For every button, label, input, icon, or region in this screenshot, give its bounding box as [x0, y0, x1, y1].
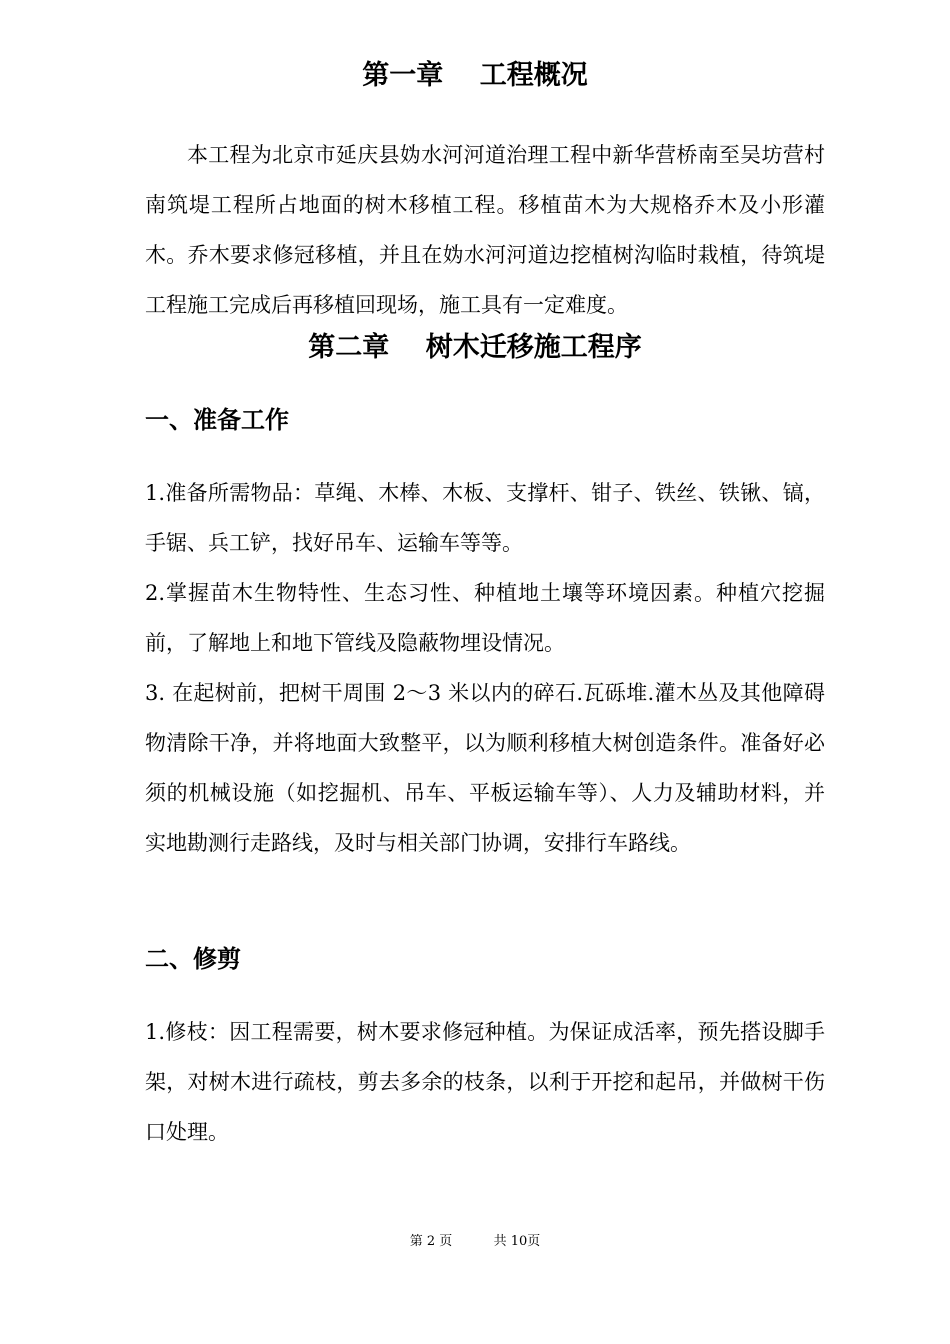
preparation-item-1: 1.准备所需物品：草绳、木棒、木板、支撑杆、钳子、铁丝、铁锹、镐，手锯、兵工铲，找好吊车、运输车等等。 — [145, 481, 825, 555]
footer-spacer — [452, 1234, 493, 1249]
section-heading-pruning: 二、修剪 — [145, 945, 241, 973]
page-number: 第 2 页 — [409, 1234, 453, 1249]
pruning-item-1: 1.修枝：因工程需要，树木要求修冠种植。为保证成活率，预先搭设脚手架，对树木进行疏枝，剪去多余的枝条，以利于开挖和起吊，并做树干伤口处理。 — [145, 1020, 825, 1144]
page-footer — [0, 1232, 950, 1252]
chapter-1-paragraph: 本工程为北京市延庆县妫水河河道治理工程中新华营桥南至吴坊营村南筑堤工程所占地面的树木移植工程。移植苗木为大规格乔木及小形灌木。乔木要求修冠移植，并且在妫水河河道边挖植树沟临时栽植，待筑堤工程施工完成后再移植回现场，施工具有一定难度。 — [145, 143, 825, 317]
chapter-1-title: 第一章 工程概况 — [362, 60, 588, 91]
preparation-item-2: 2.掌握苗木生物特性、生态习性、种植地土壤等环境因素。种植穴挖掘前，了解地上和地下管线及隐蔽物埋设情况。 — [145, 581, 825, 655]
total-pages: 共 10页 — [493, 1234, 541, 1249]
preparation-item-3: 3. 在起树前，把树干周围 2～3 米以内的碎石.瓦砾堆.灌木丛及其他障碍物清除干净，并将地面大致整平，以为顺利移植大树创造条件。准备好必须的机械设施（如挖掘机、吊车、平板运输车等）、人力及辅助材料，并实地勘测行走路线，及时与相关部门协调，安排行车路线。 — [145, 681, 825, 855]
section-heading-preparation: 一、准备工作 — [145, 406, 289, 434]
chapter-2-title: 第二章 树木迁移施工程序 — [308, 332, 642, 363]
